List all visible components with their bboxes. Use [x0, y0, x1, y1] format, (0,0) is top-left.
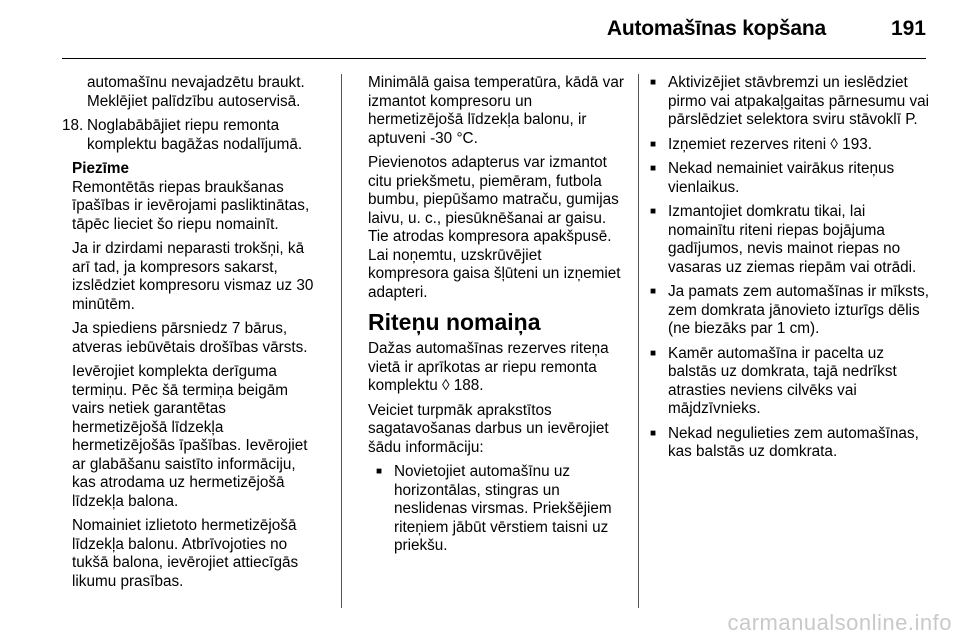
list-item-text: Noglabābājiet riepu remonta komplektu bagāžas nodalījumā.: [87, 117, 303, 153]
bullet-item: [650, 283, 930, 339]
bullet-text: Kamēr automašīna ir pacelta uz balstās uz domkrata, tajā nedrīkst atrasties neviens cilvēks vai mājdzīvnieks.: [668, 344, 897, 417]
page-title: Automašīnas kopšana: [606, 17, 826, 40]
bullet-icon: ■: [650, 163, 657, 174]
watermark: carmanualsonline.info: [727, 610, 952, 635]
bullet-text: Izņemiet rezerves riteni ◊ 193.: [668, 135, 872, 153]
bullet-text: Nekad negulieties zem automašīnas, kas balstās uz domkrata.: [668, 424, 919, 460]
bullet-item: [650, 74, 930, 130]
note-paragraph: Remontētās riepas braukšanas īpašības ir ievērojami pasliktinātas, tāpēc lieciet šo riepu nomainīt.: [72, 178, 310, 233]
bullet-item: [368, 463, 626, 556]
column-divider-1: [341, 74, 342, 608]
paragraph: Veiciet turpmāk aprakstītos sagatavošanas darbus un ievērojiet šādu informāciju:: [368, 401, 609, 456]
bullet-text: Nekad nemainiet vairākus riteņus vienlaikus.: [668, 160, 895, 196]
page-header: [62, 0, 926, 59]
list-number: 18.: [62, 117, 84, 134]
bullet-icon: ■: [650, 286, 657, 297]
note-paragraph: Ja spiediens pārsniedz 7 bārus, atveras iebūvētais drošības vārsts.: [72, 320, 308, 356]
note-paragraph: Nomainiet izlietoto hermetizējošā līdzekļa balonu. Atbrīvojoties no tukšā balona, ievērojiet attiecīgās likumu prasības.: [72, 517, 299, 590]
bullet-icon: ■: [650, 138, 657, 150]
column-divider-2: [638, 74, 639, 608]
paragraph: Dažas automašīnas rezerves riteņa vietā ir aprīkotas ar riepu remonta komplektu ◊ 188.: [368, 340, 609, 394]
bullet-item: [650, 160, 930, 197]
bullet-text: Ja pamats zem automašīnas ir mīksts, zem domkrata jānovieto izturīgs dēlis (ne biezāks par 1 cm).: [668, 283, 929, 337]
bullet-text: Izmantojiet domkratu tikai, lai nomainītu riteni riepas bojājuma gadījumos, nevis mainot riepas no vasaras uz ziemas riepām vai otrādi.: [668, 203, 917, 276]
bullet-item: [650, 425, 930, 462]
note-title: Piezīme: [72, 160, 129, 177]
column-1: [62, 74, 320, 597]
bullet-icon: ■: [376, 466, 383, 477]
bullet-icon: ■: [650, 347, 657, 359]
bullet-text: Aktivizējiet stāvbremzi un ieslēdziet pirmo vai atpakaļgaitas pārnesumu vai pārslēdziet selektora sviru stāvoklī P.: [668, 74, 930, 128]
column-3: [650, 74, 930, 468]
section-heading: Riteņu nomaiņa: [368, 309, 541, 335]
bullet-icon: ■: [650, 77, 657, 88]
note-paragraph: Ievērojiet komplekta derīguma termiņu. Pēc šā termiņa beigām vairs netiek garantētas hermetizējošā līdzekļa hermetizējošās īpašības. Ievērojiet ar glabāšanu saistīto informāciju, kas atrodama uz hermetizējošā līdzekļa balona.: [72, 363, 308, 510]
bullet-icon: ■: [650, 206, 657, 217]
paragraph: Minimālā gaisa temperatūra, kādā var izmantot kompresoru un hermetizējošā līdzekļa balonu, ir aptuveni -30 °C.: [368, 74, 624, 147]
bullet-item: [650, 345, 930, 419]
bullet-icon: ■: [650, 427, 657, 439]
bullet-item: [650, 136, 930, 155]
bullet-text: Novietojiet automašīnu uz horizontālas, stingras un neslidenas virsmas. Priekšējiem riteņiem jābūt vērstiem taisni uz priekšu.: [394, 463, 612, 554]
column-2: [368, 74, 626, 562]
page-number: 191: [890, 17, 926, 40]
list-item-18: [62, 117, 320, 154]
paragraph: Pievienotos adapterus var izmantot citu priekšmetu, piemēram, futbola bumbu, piepūšamo matraču, gumijas laivu, u. c., piesūknēšanai ar gaisu. Tie atrodas kompresora apakšpusē. Lai noņemtu, uzskrūvējiet kompresora gaisa šļūteni un izņemiet adapteri.: [368, 154, 621, 301]
continued-text: automašīnu nevajadzētu braukt. Meklējiet palīdzību autoservisā.: [87, 74, 305, 110]
note-block: [62, 160, 320, 591]
note-paragraph: Ja ir dzirdami neparasti trokšņi, kā arī tad, ja kompresors sakarst, izslēdziet kompresoru vismaz uz 30 minūtēm.: [72, 240, 314, 313]
bullet-item: [650, 203, 930, 277]
